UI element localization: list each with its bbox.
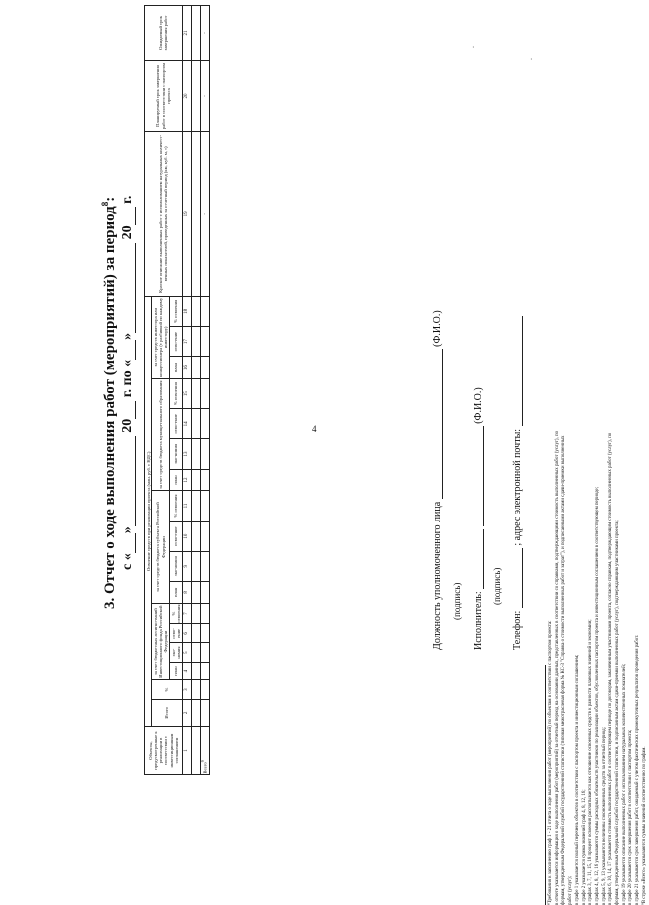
th-fund: за счет бюджетных ассигно-ваний Инвестиционного фонда Российской Федерации <box>152 603 170 680</box>
page-number: 4 <box>312 424 317 434</box>
footnote: работ (услуг); <box>568 876 574 905</box>
footnote: в графе 2 указывается сумма значений граф 4, 8, 12, 16; <box>581 789 587 905</box>
scan-speck: · <box>472 43 475 52</box>
report-title: 3. Отчет о ходе выполнения работ (мероприятий) за период$^8$: <box>100 196 118 609</box>
footnote: формам, утвержденным Федеральной службой государственной статистики (типовая межотраслевая форма № КС-3 "Справка о стоимости выполненных работ и затрат"), и подписанными актами сдачи-приемки выполненных <box>561 435 567 905</box>
dash-cell: - <box>200 6 209 61</box>
col-number: 4 <box>182 662 191 680</box>
footnote: в графе 1 указывается полный перечень объектов в соответствии с паспортом проекта и инвестиционным соглашением; <box>574 654 580 905</box>
th-percent: % освоения <box>170 491 183 521</box>
col-number: 10 <box>182 521 191 551</box>
col-number: 20 <box>182 60 191 131</box>
col-number: 21 <box>182 6 191 61</box>
footnote: в графах 5, 9, 13 указываются величины сэкономленных средств за отчетный период; <box>601 727 607 905</box>
th-description: Краткое описание выполненных работ с использованием натуральных количест-венных показателей, проведенных за отчетный период (км, куб. м, т) <box>145 132 183 296</box>
th-percent: % освоения <box>170 379 183 409</box>
th-osvoenie: осво-ение <box>170 521 183 551</box>
th-expected-date: Ожидаемый срок завершения работ <box>145 6 183 61</box>
col-number: 11 <box>182 491 191 521</box>
th-percent: % освоения <box>170 296 183 326</box>
col-number: 2 <box>182 699 191 726</box>
col-number: 7 <box>182 603 191 624</box>
th-plan: план <box>170 581 183 603</box>
col-number: 6 <box>182 624 191 643</box>
footnote: в графе 20 указывается срок завершения работ в соответствии с паспортом проекта; <box>628 729 634 905</box>
scan-speck: · <box>530 55 533 64</box>
col-number: 15 <box>182 379 191 409</box>
total-label: Всего$^9$ <box>200 727 209 775</box>
footnote: в графах 4, 8, 12, 16 указываются суммы расходных обязательств участников по реализации объектов, обусловленных паспортом проекта и инвестиционным соглашением в соответствующем периоде; <box>594 486 600 905</box>
col-number: 16 <box>182 357 191 379</box>
executor-line: Исполнитель: (Ф.И.О.) <box>473 387 484 650</box>
th-percent: % освоения <box>170 604 181 623</box>
th-economy: эко-номия <box>170 439 183 469</box>
table-row <box>191 6 200 775</box>
footnote: ⁸Требования к заполнению граф 1 - 21 отчета о ходе выполнения работ (мероприятий) по объектам в соответствии с паспортом проекта: <box>548 620 553 905</box>
th-planned-date: Планируемый срок завершения работ в соответствии с паспортом проекта <box>145 60 183 131</box>
footnotes <box>548 0 649 905</box>
footnote: в графах 6, 10, 14, 17 указывается стоимость выполненных работ в соответствующем периоде по договорам, заключенным участниками проекта, согласно справкам, подтверждающим стоимость выполненных работ (услуг), по <box>608 432 614 905</box>
th-plan: план <box>170 469 183 491</box>
th-osvoenie: осво-ение <box>170 409 183 439</box>
th-municipal-budget: за счет средств бюджета муници-пального образования <box>152 379 170 491</box>
col-number: 14 <box>182 409 191 439</box>
dash-cell: - <box>200 60 209 131</box>
th-plan: план <box>170 662 183 680</box>
th-total: Итого <box>152 699 182 726</box>
dash-cell: - <box>200 132 209 296</box>
th-total-percent: % <box>152 680 182 699</box>
footnote: ⁹В строке «Всего» указываются суммы значений соответственно по графам. <box>641 746 647 905</box>
col-number: 19 <box>182 132 191 296</box>
th-investor: за счет средств инвестора или концессионера (с разбивкой по каждому инвестору) <box>152 297 169 377</box>
phone-email-line: Телефон: ; адрес электронной почты: <box>512 316 523 650</box>
th-subject-budget: за счет средств бюджета субъекта Российской Федерации <box>152 491 170 603</box>
th-economy: эко-номия <box>170 551 183 581</box>
col-number: 18 <box>182 296 191 326</box>
footnote: в графе 19 указывается описание выполненных работ с использованием натуральных количественных показателей; <box>621 663 627 905</box>
footnote: формам, утвержденным Федеральной службой государственной статистики, и подписанным актам сдачи-приемки выполненных работ (услуг), подтверждающим участниками проекта; <box>615 520 621 905</box>
col-number: 9 <box>182 551 191 581</box>
footnote-divider <box>545 665 546 905</box>
th-funding-group: Освоение средств при реализации проекта (млн. руб. с НДС) <box>145 296 152 726</box>
podpis-caption: (подпись) <box>492 567 502 605</box>
progress-table <box>144 5 210 775</box>
authorized-person-line: Должность уполномоченного лица (Ф.И.О.) <box>432 310 443 650</box>
th-plan: план <box>170 357 183 379</box>
col-number: 17 <box>182 327 191 357</box>
col-number: 12 <box>182 469 191 491</box>
th-economy: эко-номия <box>170 643 183 662</box>
col-number: 5 <box>182 643 191 662</box>
column-numbers-row <box>182 6 191 775</box>
report-period: с «» 20 г. по «» 20 г. <box>120 195 135 570</box>
footnote: в графах 3, 7, 11, 15, 18 процент освоения рассчитывается как отношение освоенных средств к разности плановых значений и экономии; <box>588 619 594 905</box>
th-osvoenie: осво-ение <box>170 624 183 643</box>
col-number: 13 <box>182 439 191 469</box>
col-number: 3 <box>182 680 191 699</box>
table-row-total <box>200 6 209 775</box>
th-osvoenie: осво-ение <box>170 327 183 357</box>
footnote: в графе 21 указывается срок завершения работ, ожидаемый с учетом фактических промежуточных результатов проведения работ. <box>635 634 641 905</box>
col-number: 8 <box>182 581 191 603</box>
podpis-caption: (подпись) <box>452 582 462 620</box>
footnote: в отчете указывается информация о ходе выполнения работ (мероприятий) за отчетный период на основании данных, представленных в соответствии со справками, подтверждающими стоимость выполненных работ (услуг), по <box>554 430 560 905</box>
th-object: Объекты, предусмотренные к реализации в соответствии с инвестиционным соглашением <box>145 727 183 775</box>
col-number: 1 <box>182 727 191 775</box>
